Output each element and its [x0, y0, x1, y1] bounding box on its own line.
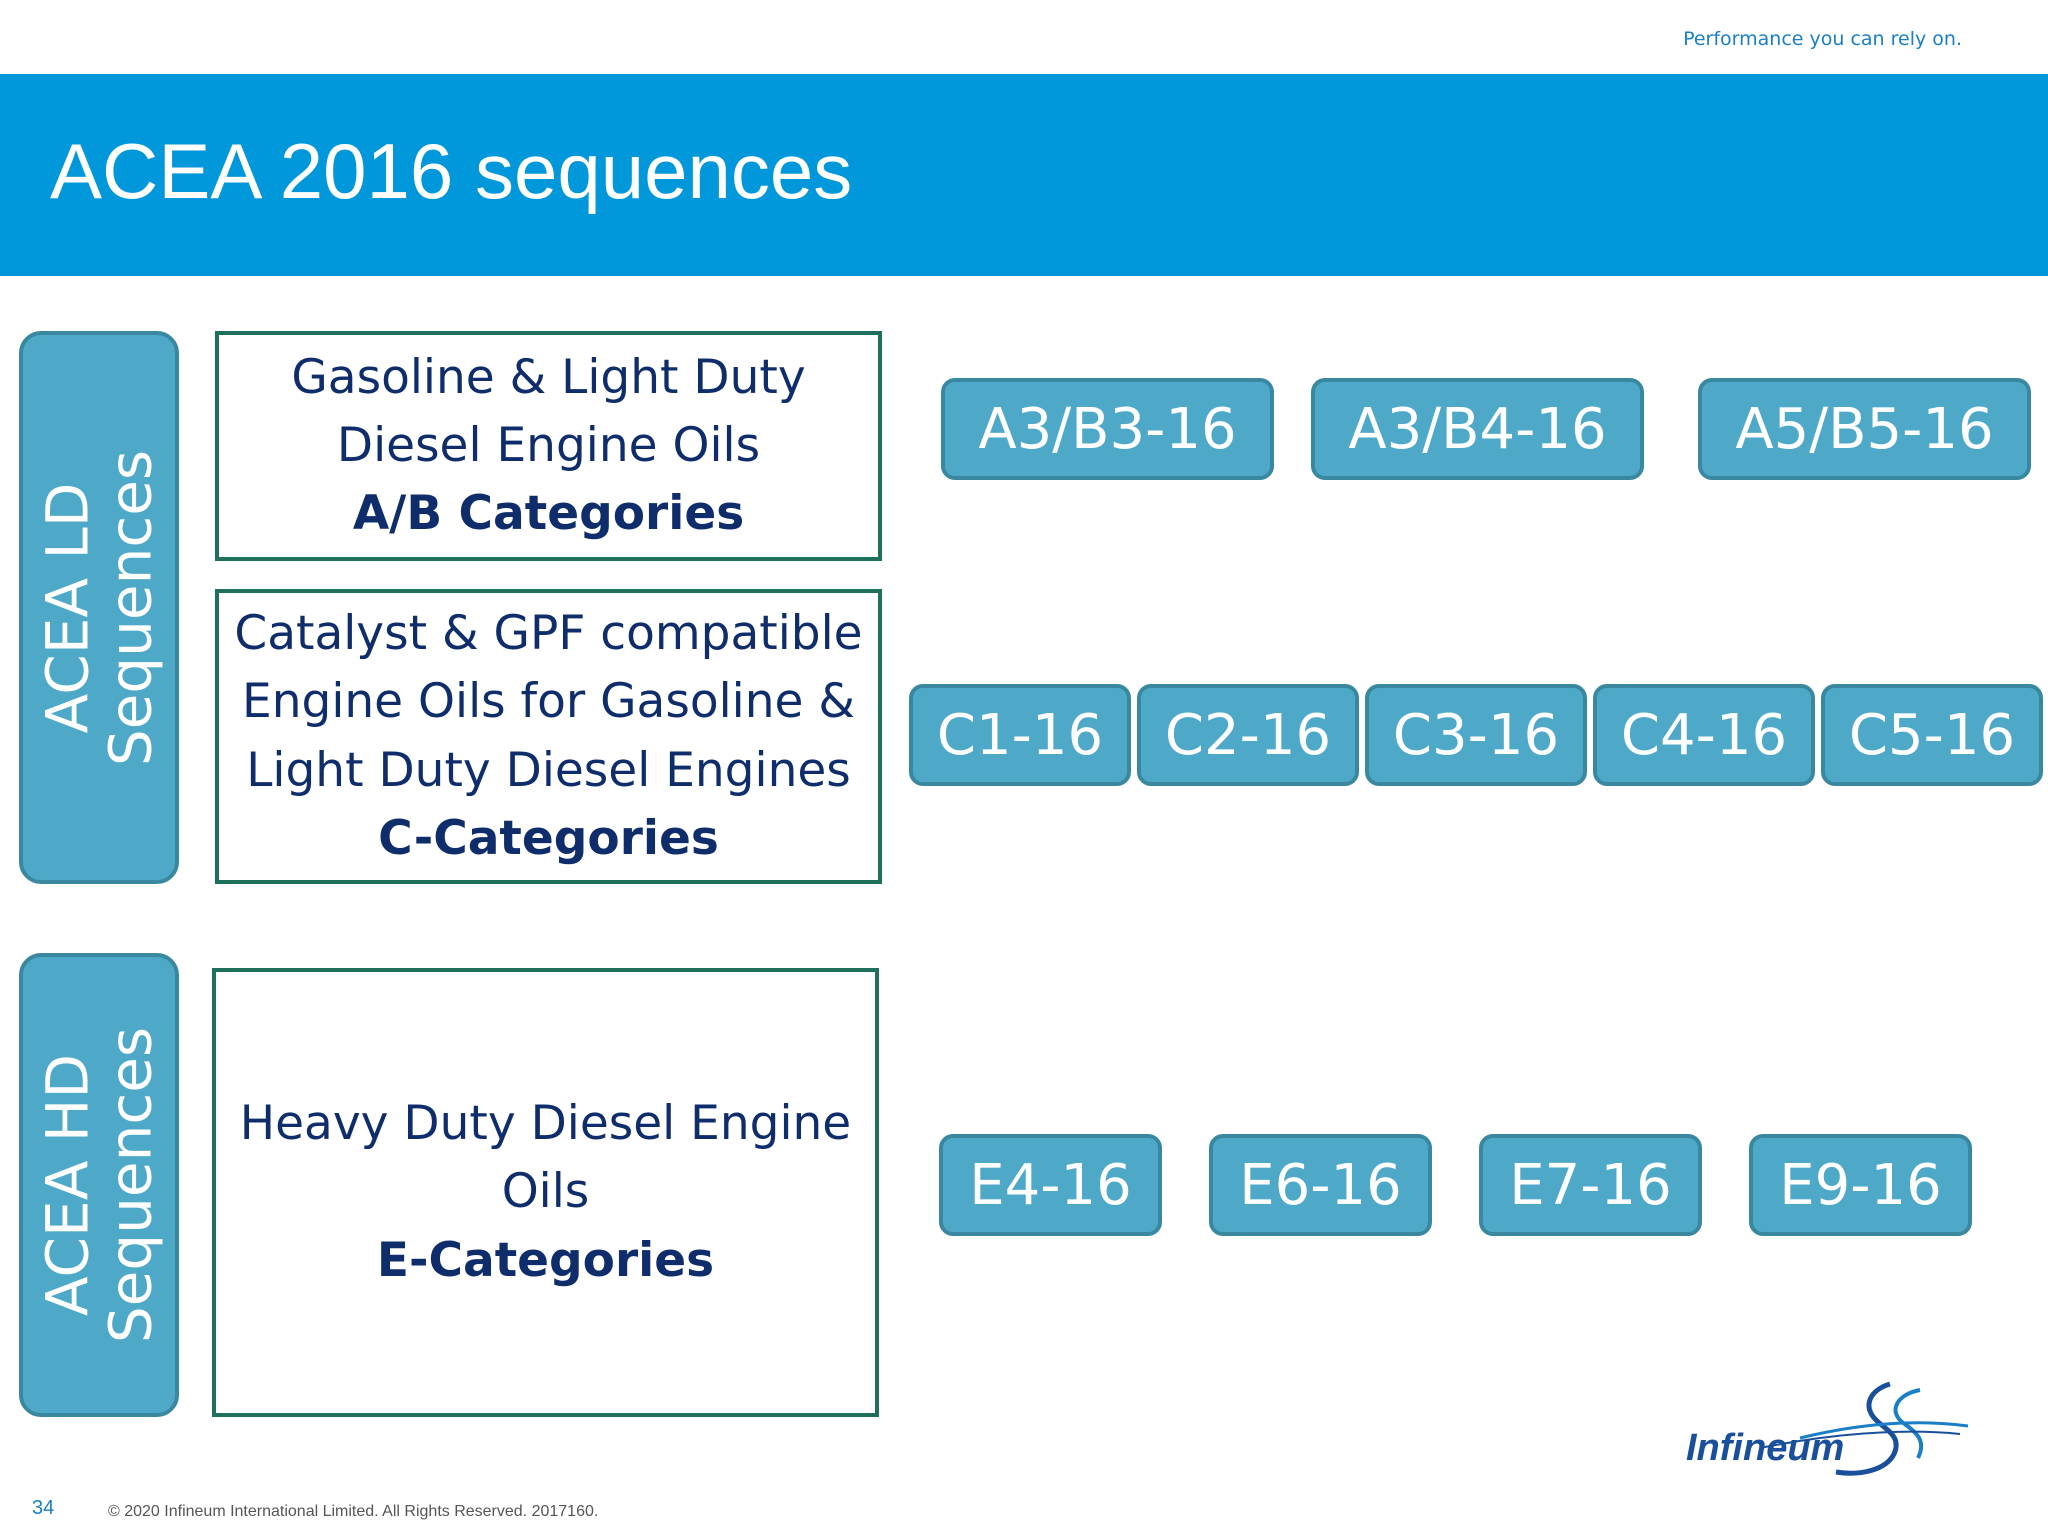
infineum-logo-text: Infineum	[1686, 1427, 1845, 1469]
ab-box-category: A/B Categories	[352, 486, 745, 542]
hd-tab-label-line2: Sequences	[96, 1026, 164, 1344]
tagline: Performance you can rely on.	[1683, 28, 1962, 50]
e-box-category: E-Categories	[376, 1232, 715, 1288]
ld-sequences-tab	[19, 331, 179, 884]
c-box-category: C-Categories	[378, 810, 719, 866]
hd-tab-label-line1: ACEA HD	[33, 1053, 102, 1317]
sequence-e7-16: E7-16	[1479, 1134, 1702, 1236]
e-category-box	[212, 968, 879, 1417]
c-box-line3: Light Duty Diesel Engines	[246, 742, 851, 798]
e-box-line2: Oils	[501, 1164, 590, 1220]
page-number: 34	[32, 1497, 55, 1519]
sequence-a3b3-16: A3/B3-16	[941, 378, 1274, 480]
sequence-c2-16: C2-16	[1137, 684, 1359, 786]
sequence-e9-16: E9-16	[1749, 1134, 1972, 1236]
hd-tab-label	[33, 1026, 164, 1344]
c-box-line1: Catalyst & GPF compatible	[234, 606, 863, 662]
sequence-a3b4-16: A3/B4-16	[1311, 378, 1644, 480]
sequence-c3-16: C3-16	[1365, 684, 1587, 786]
c-category-box	[215, 589, 882, 884]
sequence-c4-16: C4-16	[1593, 684, 1815, 786]
c-box-line2: Engine Oils for Gasoline &	[242, 674, 855, 730]
ab-box-line1: Gasoline & Light Duty	[291, 349, 806, 405]
sequence-c5-16: C5-16	[1821, 684, 2043, 786]
page-title: ACEA 2016 sequences	[50, 127, 853, 215]
sequence-e4-16: E4-16	[939, 1134, 1162, 1236]
sequence-c1-16: C1-16	[909, 684, 1131, 786]
copyright-notice: © 2020 Infineum International Limited. All Rights Reserved. 2017160.	[108, 1503, 599, 1520]
ab-category-box	[215, 331, 882, 561]
hd-sequences-tab	[19, 953, 179, 1417]
ld-tab-label-line2: Sequences	[96, 449, 164, 766]
ld-tab-label	[33, 449, 164, 766]
sequence-a5b5-16: A5/B5-16	[1698, 378, 2031, 480]
sequence-e6-16: E6-16	[1209, 1134, 1432, 1236]
e-box-line1: Heavy Duty Diesel Engine	[239, 1096, 852, 1152]
ld-tab-label-line1: ACEA LD	[33, 482, 102, 733]
ab-box-line2: Diesel Engine Oils	[336, 417, 761, 473]
